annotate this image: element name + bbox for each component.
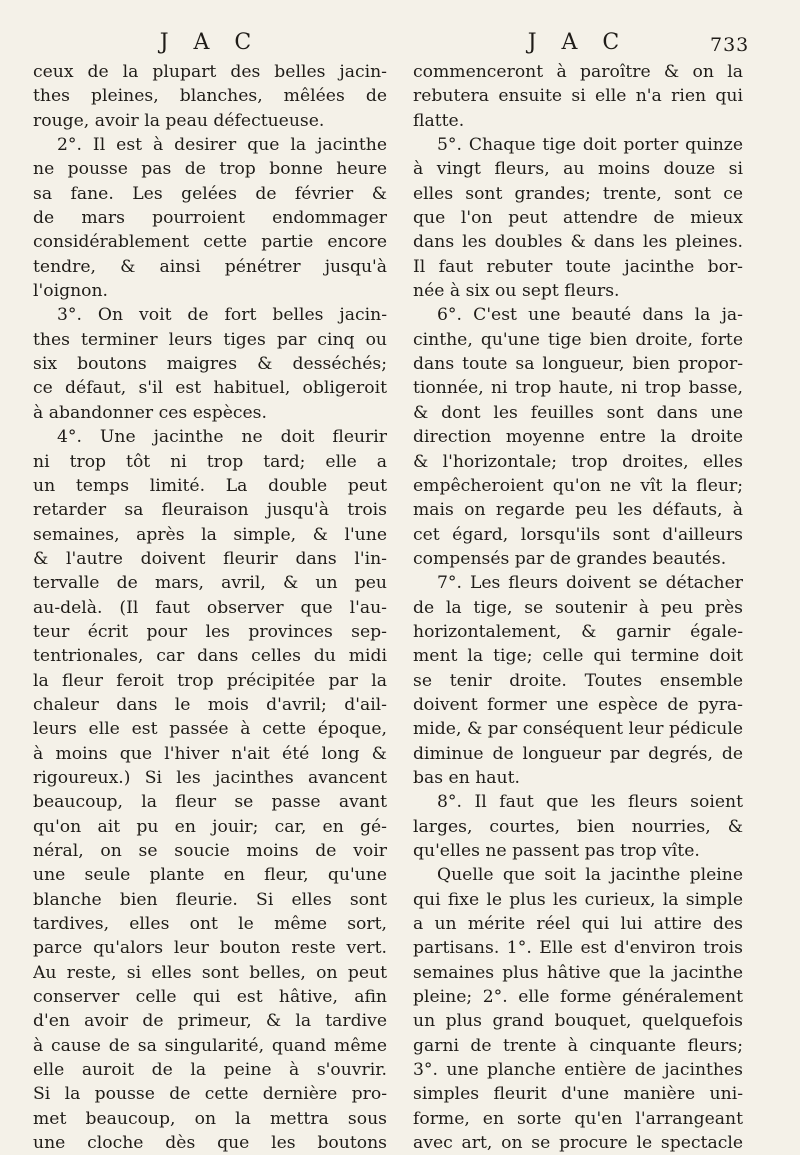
right-running-head: J A C xyxy=(527,30,629,55)
text-line: un temps limité. La double peut xyxy=(33,475,387,496)
text-line: 3°. On voit de fort belles jacin- xyxy=(57,305,387,326)
text-line: de la tige, se soutenir à peu près xyxy=(413,597,743,618)
left-text-column xyxy=(33,60,387,1155)
text-line: semaines plus hâtive que la jacinthe xyxy=(413,962,743,983)
text-line: compensés par de grandes beautés. xyxy=(413,548,727,569)
text-line: un plus grand bouquet, quelquefois xyxy=(413,1011,743,1032)
text-line: beaucoup, la fleur se passe avant xyxy=(33,792,387,813)
text-line: qu'elles ne passent pas trop vîte. xyxy=(413,841,700,861)
text-line: mais on regarde peu les défauts, à xyxy=(413,500,743,521)
text-line: l'oignon. xyxy=(33,281,109,302)
text-line: retarder sa fleuraison jusqu'à trois xyxy=(33,500,387,521)
text-line: ment la tige; celle qui termine doit xyxy=(413,646,743,667)
text-line: se tenir droite. Toutes ensemble xyxy=(413,670,743,691)
text-line: rigoureux.) Si les jacinthes avancent xyxy=(33,767,387,788)
page-number: 733 xyxy=(710,34,750,56)
text-line: qui fixe le plus les curieux, la simple xyxy=(413,889,743,910)
text-line: diminue de longueur par degrés, de xyxy=(413,743,743,764)
text-line: que l'on peut attendre de mieux xyxy=(413,208,743,229)
text-line: tardives, elles ont le même sort, xyxy=(33,914,387,935)
text-line: empêcheroient qu'on ne vît la fleur; xyxy=(413,475,743,496)
text-line: simples fleurit d'une manière uni- xyxy=(413,1084,743,1105)
text-line: néral, on se soucie moins de voir xyxy=(33,841,387,861)
text-line: tionnée, ni trop haute, ni trop basse, xyxy=(413,378,743,399)
text-line: Si la pousse de cette dernière pro- xyxy=(33,1084,387,1105)
text-line: garni de trente à cinquante fleurs; xyxy=(413,1035,743,1056)
text-line: ce défaut, s'il est habituel, obligeroit xyxy=(33,378,387,399)
text-line: horizontalement, & garnir égale- xyxy=(413,621,743,642)
text-line: thes pleines, blanches, mêlées de xyxy=(33,86,387,107)
text-line: thes terminer leurs tiges par cinq ou xyxy=(33,329,387,350)
text-line: 6°. C'est une beauté dans la ja- xyxy=(437,305,743,326)
text-line: teur écrit pour les provinces sep- xyxy=(33,621,387,642)
text-line: & l'autre doivent fleurir dans l'in- xyxy=(33,548,387,569)
text-line: Quelle que soit la jacinthe pleine xyxy=(437,865,743,886)
text-line: elles sont grandes; trente, sont ce xyxy=(413,183,743,204)
text-line: Il faut rebuter toute jacinthe bor- xyxy=(413,256,743,277)
text-line: 2°. Il est à desirer que la jacinthe xyxy=(57,135,387,156)
text-line: dans toute sa longueur, bien propor- xyxy=(413,354,743,375)
text-line: forme, en sorte qu'en l'arrangeant xyxy=(413,1108,743,1129)
text-line: commenceront à paroître & on la xyxy=(413,62,743,82)
text-line: pleine; 2°. elle forme généralement xyxy=(413,987,743,1008)
text-line: au-delà. (Il faut observer que l'au- xyxy=(33,597,387,618)
text-line: à abandonner ces espèces. xyxy=(33,402,267,423)
text-line: à cause de sa singularité, quand même xyxy=(33,1035,387,1056)
text-line: met beaucoup, on la mettra sous xyxy=(33,1108,387,1129)
text-line: ne pousse pas de trop bonne heure xyxy=(33,159,387,180)
text-line: tendre, & ainsi pénétrer jusqu'à xyxy=(33,256,387,277)
text-line: & dont les feuilles sont dans une xyxy=(413,402,743,423)
text-line: une seule plante en fleur, qu'une xyxy=(33,865,387,886)
text-line: flatte. xyxy=(413,110,465,131)
text-line: tentrionales, car dans celles du midi xyxy=(33,646,387,667)
text-line: ni trop tôt ni trop tard; elle a xyxy=(33,451,387,472)
text-line: Au reste, si elles sont belles, on peut xyxy=(33,962,387,983)
text-line: cinthe, qu'une tige bien droite, forte xyxy=(413,329,743,350)
text-line: 8°. Il faut que les fleurs soient xyxy=(437,792,743,813)
text-line: à moins que l'hiver n'ait été long & xyxy=(33,743,387,764)
text-line: qu'on ait pu en jouir; car, en gé- xyxy=(33,816,387,837)
text-line: six boutons maigres & desséchés; xyxy=(33,354,387,375)
text-line: blanche bien fleurie. Si elles sont xyxy=(33,889,387,910)
text-line: chaleur dans le mois d'avril; d'ail- xyxy=(33,694,387,715)
text-line: cet égard, lorsqu'ils sont d'ailleurs xyxy=(413,524,743,545)
text-line: doivent former une espèce de pyra- xyxy=(413,694,743,715)
text-line: née à six ou sept fleurs. xyxy=(413,281,620,302)
text-line: sa fane. Les gelées de février & xyxy=(33,183,387,204)
text-line: 5°. Chaque tige doit porter quinze xyxy=(437,135,743,156)
text-line: a un mérite réel qui lui attire des xyxy=(413,914,743,935)
text-line: avec art, on se procure le spectacle xyxy=(413,1133,743,1154)
text-line: rebutera ensuite si elle n'a rien qui xyxy=(413,86,743,107)
text-line: une cloche dès que les boutons xyxy=(33,1133,387,1154)
text-line: tervalle de mars, avril, & un peu xyxy=(33,573,387,594)
text-line: mide, & par conséquent leur pédicule xyxy=(413,719,743,740)
text-line: de mars pourroient endommager xyxy=(33,208,387,229)
text-line: 7°. Les fleurs doivent se détacher xyxy=(437,573,743,594)
text-line: dans les doubles & dans les pleines. xyxy=(413,232,743,253)
left-running-head: J A C xyxy=(159,30,261,55)
text-line: & l'horizontale; trop droites, elles xyxy=(413,451,743,472)
text-line: la fleur feroit trop précipitée par la xyxy=(33,670,387,691)
text-line: leurs elle est passée à cette époque, xyxy=(33,719,387,740)
text-line: parce qu'alors leur bouton reste vert. xyxy=(33,938,387,959)
text-line: larges, courtes, bien nourries, & xyxy=(413,816,743,837)
right-text-column xyxy=(413,60,743,1155)
text-line: d'en avoir de primeur, & la tardive xyxy=(33,1011,387,1032)
text-line: conserver celle qui est hâtive, afin xyxy=(33,987,387,1008)
text-line: partisans. 1°. Elle est d'environ trois xyxy=(413,938,743,959)
text-line: considérablement cette partie encore xyxy=(33,232,387,253)
text-line: semaines, après la simple, & l'une xyxy=(33,524,387,545)
text-line: 4°. Une jacinthe ne doit fleurir xyxy=(57,427,387,448)
text-line: direction moyenne entre la droite xyxy=(413,427,743,448)
text-line: elle auroit de la peine à s'ouvrir. xyxy=(33,1060,387,1081)
text-line: ceux de la plupart des belles jacin- xyxy=(33,62,387,82)
text-line: à vingt fleurs, au moins douze si xyxy=(413,159,743,180)
text-line: bas en haut. xyxy=(413,767,520,788)
text-line: rouge, avoir la peau défectueuse. xyxy=(33,110,325,131)
text-line: 3°. une planche entière de jacinthes xyxy=(413,1060,743,1081)
